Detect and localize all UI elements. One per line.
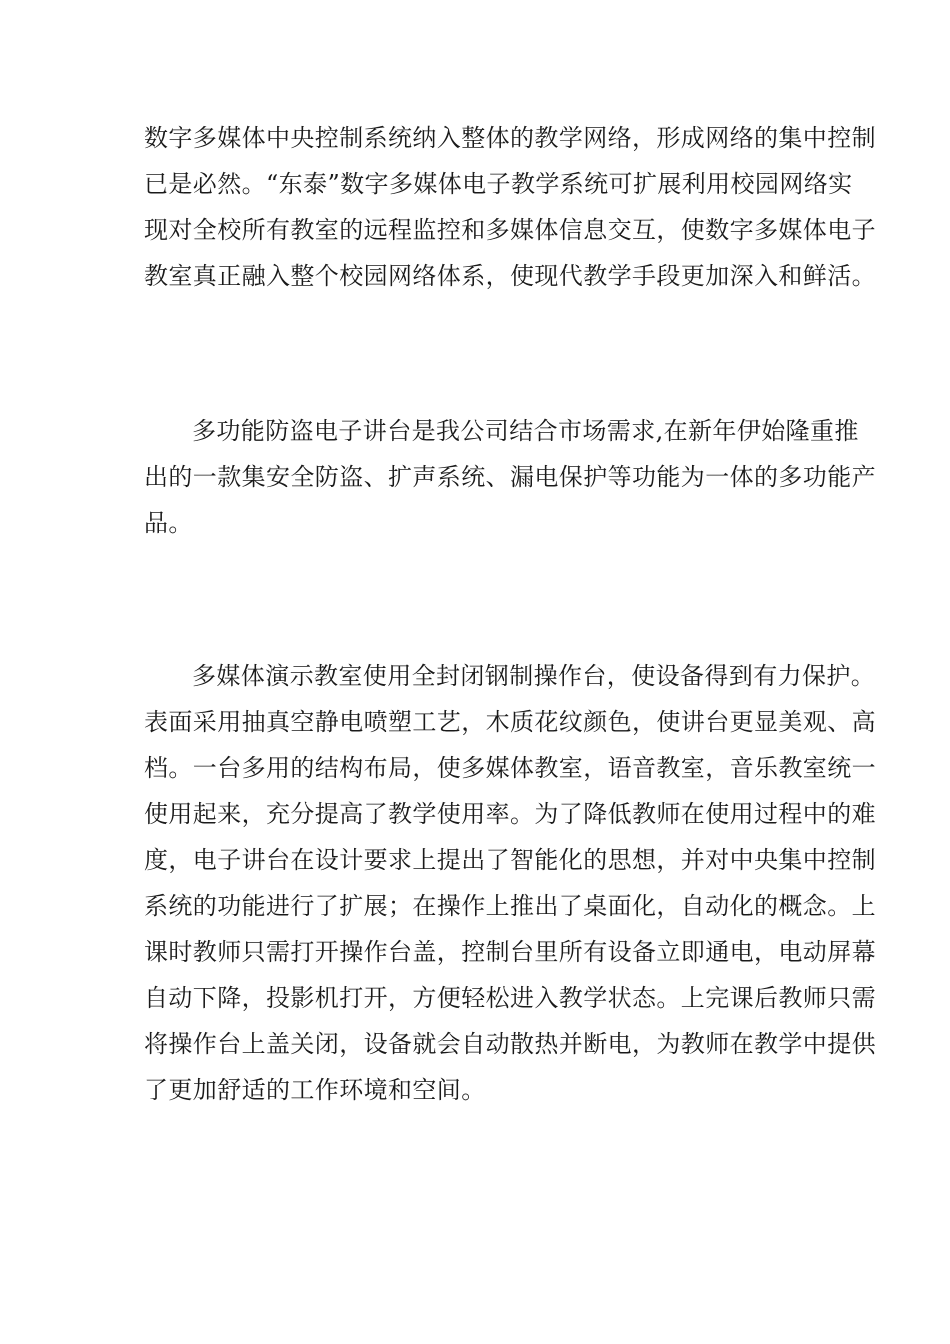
paragraph-line: 出的一款集安全防盗、扩声系统、漏电保护等功能为一体的多功能产 [144, 463, 876, 491]
paragraph-line: 表面采用抽真空静电喷塑工艺，木质花纹颜色，使讲台更显美观、高 [144, 708, 876, 736]
paragraph-line: 数字多媒体中央控制系统纳入整体的教学网络，形成网络的集中控制 [144, 124, 876, 152]
paragraph-line: 度，电子讲台在设计要求上提出了智能化的思想，并对中央集中控制 [144, 846, 876, 874]
paragraph-line: 课时教师只需打开操作台盖，控制台里所有设备立即通电，电动屏幕 [144, 938, 876, 966]
paragraph-2 [144, 408, 876, 546]
paragraph-line: 了更加舒适的工作环境和空间。 [144, 1076, 486, 1104]
paragraph-line: 多媒体演示教室使用全封闭钢制操作台，使设备得到有力保护。 [192, 662, 876, 690]
paragraph-line: 已是必然。“东泰”数字多媒体电子教学系统可扩展利用校园网络实 [144, 170, 853, 198]
paragraph-line: 品。 [144, 509, 193, 537]
paragraph-line: 多功能防盗电子讲台是我公司结合市场需求,在新年伊始隆重推 [192, 417, 859, 445]
paragraph-3 [144, 653, 876, 1113]
paragraph-line: 自动下降，投影机打开，方便轻松进入教学状态。上完课后教师只需 [144, 984, 876, 1012]
paragraph-1 [144, 115, 876, 299]
paragraph-line: 将操作台上盖关闭，设备就会自动散热并断电，为教师在教学中提供 [144, 1030, 876, 1058]
paragraph-line: 档。一台多用的结构布局，使多媒体教室，语音教室，音乐教室统一 [144, 754, 876, 782]
paragraph-line: 现对全校所有教室的远程监控和多媒体信息交互，使数字多媒体电子 [144, 216, 876, 244]
paragraph-line: 使用起来，充分提高了教学使用率。为了降低教师在使用过程中的难 [144, 800, 876, 828]
paragraph-line: 系统的功能进行了扩展；在操作上推出了桌面化，自动化的概念。上 [144, 892, 876, 920]
paragraph-line: 教室真正融入整个校园网络体系，使现代教学手段更加深入和鲜活。 [144, 262, 876, 290]
